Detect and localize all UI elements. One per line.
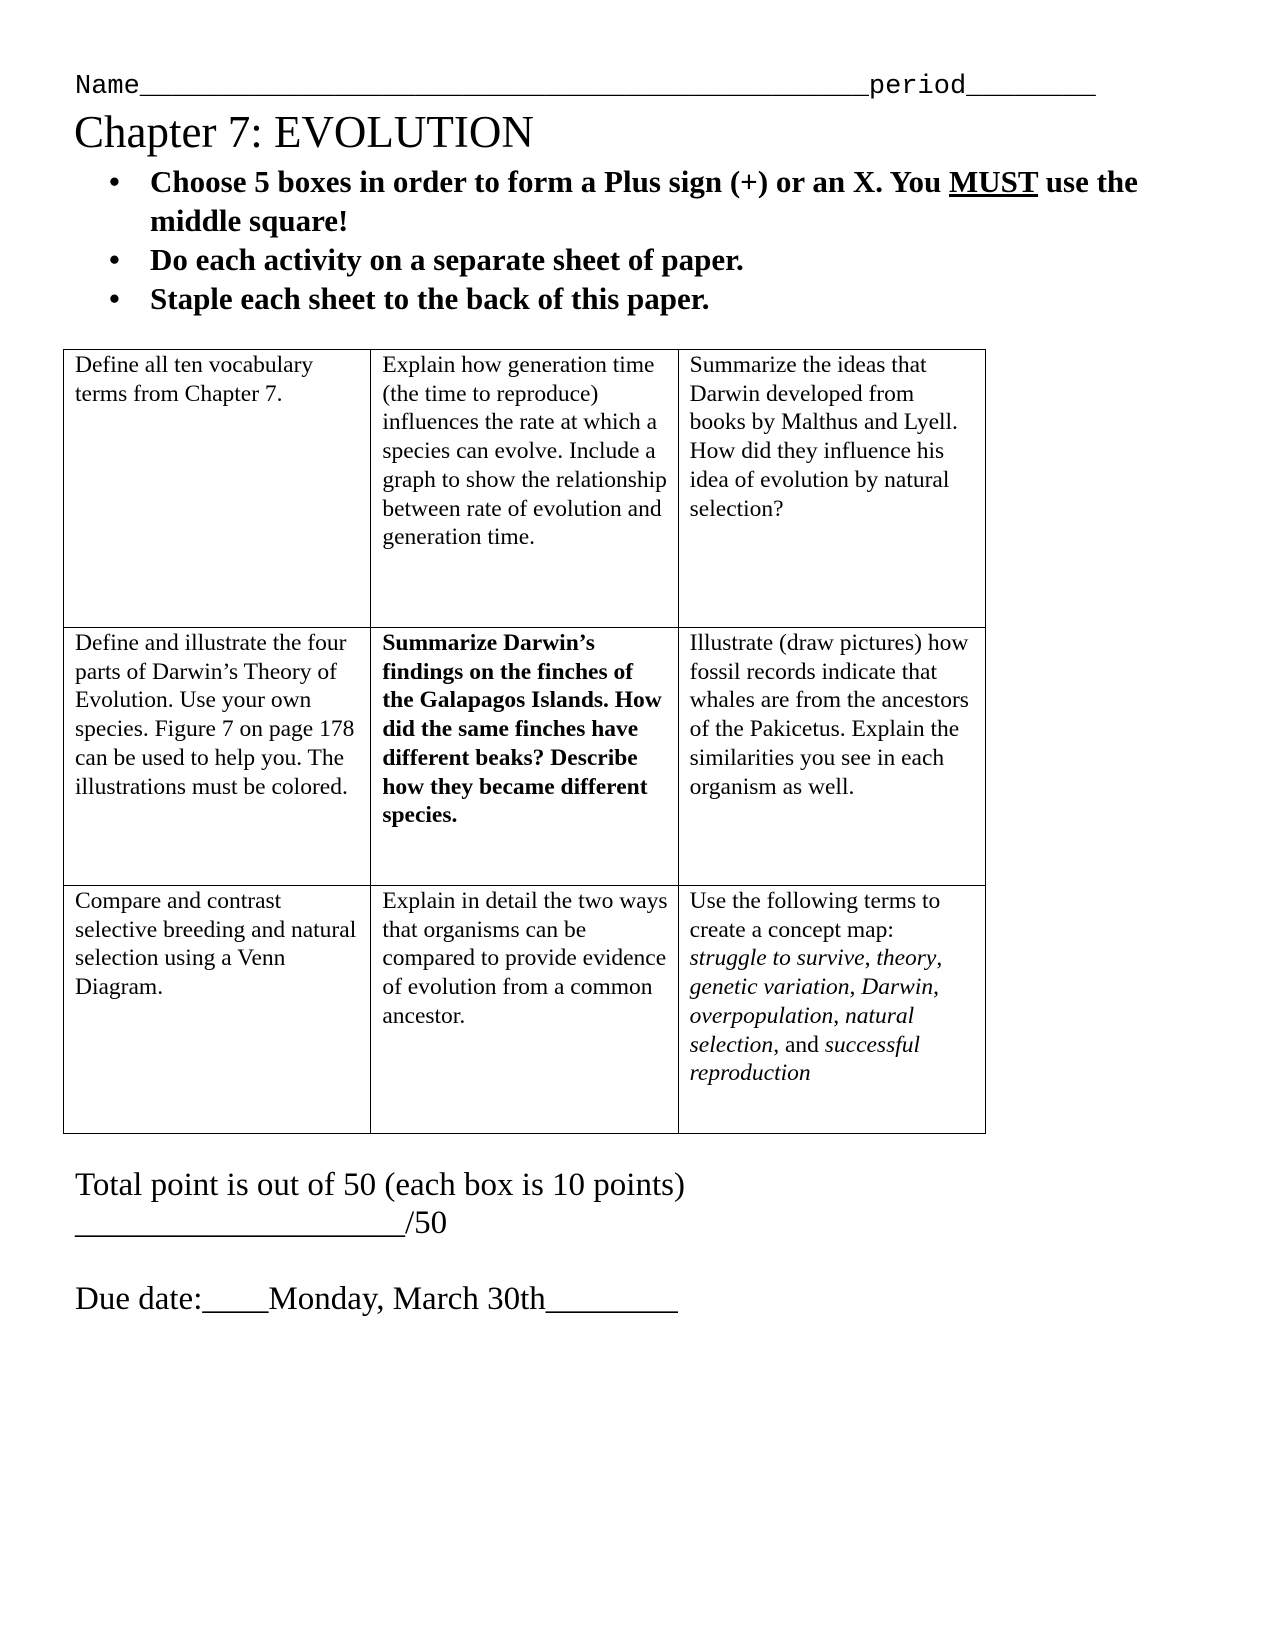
concept-term: genetic variation <box>689 974 850 1001</box>
term-separator: , <box>933 974 939 1001</box>
concept-term: overpopulation <box>689 1002 834 1029</box>
activity-box-generation-time: Explain how generation time (the time to reproduce) influences the rate at which a species can evolve. Include a graph to show the relationship between rate of evolution and generation time. <box>371 350 678 628</box>
instructions-list <box>105 162 1185 318</box>
bullet-icon: • <box>109 242 120 277</box>
bullet-icon: • <box>109 164 120 199</box>
board-row <box>64 886 986 1134</box>
activity-box-whale-fossils: Illustrate (draw pictures) how fossil records indicate that whales are from the ancestors of the Pakicetus. Explain the similarities you see in each organism as well. <box>678 628 985 886</box>
instruction-text: use the middle square! <box>150 164 1138 238</box>
instruction-text: Do each activity on a separate sheet of paper. <box>150 242 744 277</box>
activity-board <box>63 349 986 1134</box>
instruction-item <box>105 279 1185 318</box>
instruction-text: Choose 5 boxes in order to form a Plus sign (+) or an X. You <box>150 164 950 199</box>
term-separator: , <box>849 974 862 1001</box>
instruction-item <box>105 162 1185 240</box>
concept-term: natural selection <box>689 1002 915 1058</box>
activity-box-darwin-theory: Define and illustrate the four parts of Darwin’s Theory of Evolution. Use your own species. Figure 7 on page 178 can be used to help you. The illustrations must be colored. <box>64 628 371 886</box>
bullet-icon: • <box>109 281 120 316</box>
page-title: Chapter 7: EVOLUTION <box>74 107 534 157</box>
board-row <box>64 628 986 886</box>
board-row <box>64 350 986 628</box>
name-period-line: Name_____________________________________________period________ <box>75 72 1096 102</box>
concept-map-intro: Use the following terms to create a concept map: <box>689 888 941 943</box>
activity-box-common-ancestor: Explain in detail the two ways that organisms can be compared to provide evidence of evolution from a common ancestor. <box>371 886 678 1134</box>
term-separator: , <box>936 945 943 972</box>
activity-box-concept-map <box>678 886 985 1134</box>
concept-term: successful reproduction <box>689 1031 921 1087</box>
activity-box-vocabulary: Define all ten vocabulary terms from Chapter 7. <box>64 350 371 628</box>
activity-box-venn-diagram: Compare and contrast selective breeding and natural selection using a Venn Diagram. <box>64 886 371 1134</box>
term-separator: , <box>864 945 877 972</box>
term-separator: , <box>833 1002 845 1029</box>
activity-box-middle-finches: Summarize Darwin’s findings on the finches of the Galapagos Islands. How did the same finches have different beaks? Describe how they became different species. <box>371 628 678 886</box>
concept-term: theory <box>876 945 937 972</box>
emphasis-text: MUST <box>949 164 1039 199</box>
activity-box-malthus-lyell: Summarize the ideas that Darwin developed from books by Malthus and Lyell. How did they influence his idea of evolution by natural selection? <box>678 350 985 628</box>
instruction-item <box>105 240 1185 279</box>
concept-term: struggle to survive <box>689 945 865 972</box>
due-date-line: Due date:____Monday, March 30th________ <box>75 1281 678 1317</box>
concept-term: Darwin <box>861 974 934 1001</box>
instruction-text: Staple each sheet to the back of this paper. <box>150 281 710 316</box>
total-points-line: Total point is out of 50 (each box is 10 points) ____________________/50 <box>75 1167 685 1241</box>
term-separator: , and <box>773 1031 825 1058</box>
